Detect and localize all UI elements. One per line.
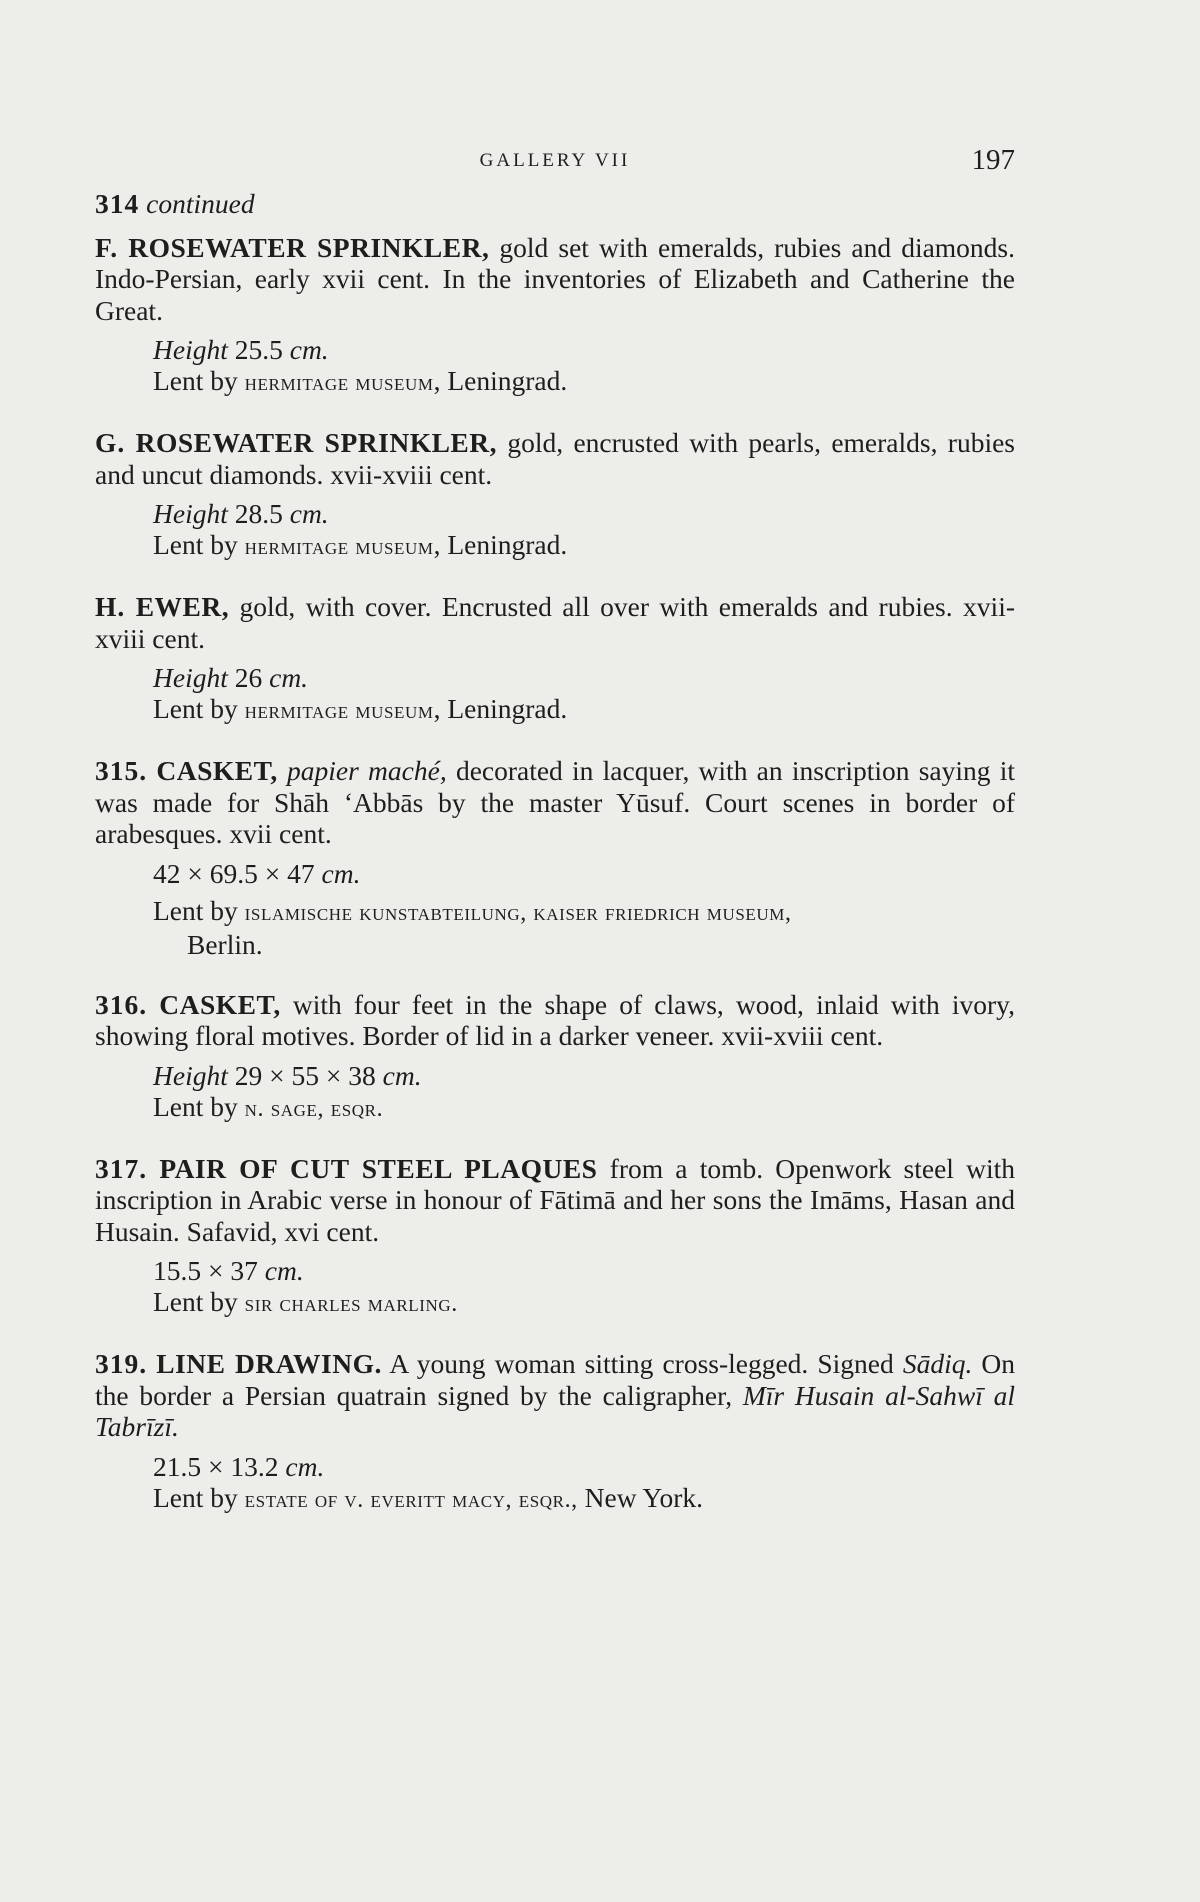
entry-title: ROSEWATER SPRINKLER, — [128, 231, 490, 263]
lent-prefix: Lent by — [153, 1286, 238, 1317]
entry-title: ROSEWATER SPRINKLER, — [135, 427, 497, 458]
lent-prefix: Lent by — [153, 894, 238, 926]
continued-label: continued — [146, 188, 255, 219]
entry-text — [95, 1348, 1015, 1443]
catalogue-entry — [95, 755, 1015, 961]
dimension-label: Height — [153, 1059, 228, 1091]
entry-title: CASKET, — [156, 755, 278, 786]
dimension-value: 42 × 69.5 × 47 — [153, 857, 315, 889]
lender-place: , Leningrad. — [433, 693, 568, 724]
lender-name: sir charles marling. — [244, 1291, 458, 1317]
dimension-value: 26 — [234, 662, 263, 693]
lender-name: hermitage museum — [244, 534, 434, 560]
lent-prefix: Lent by — [153, 1090, 238, 1122]
dimension-value: 25.5 — [234, 334, 283, 365]
continued-number: 314 — [95, 188, 140, 219]
entry-description: with four feet in the shape of claws, wood, inlaid with ivory, showing floral motives. Border of lid in a darker veneer. xvii-xviii cent. — [95, 988, 1016, 1051]
catalogue-entry — [95, 1348, 1015, 1516]
entry-id: H. — [95, 591, 126, 622]
entry-description: decorated in lacquer, with an inscription saying it was made for Shāh ‘Abbās by the master Yūsuf. Court scenes in border of arabesques. xvii cent. — [95, 755, 1016, 849]
dimension-label: Height — [153, 662, 228, 693]
entry-dimensions — [153, 1255, 1015, 1286]
entry-text — [95, 591, 1015, 654]
catalogue-text — [95, 188, 1015, 1544]
dimension-label: Height — [153, 498, 228, 529]
catalogue-entry — [95, 427, 1015, 563]
lender-place: , Leningrad. — [433, 529, 568, 560]
dimension-value: 21.5 × 13.2 — [153, 1450, 279, 1482]
entry-description: A young woman sitting cross-legged. Signed — [389, 1348, 894, 1379]
entry-description: gold, encrusted with pearls, emeralds, rubies and uncut diamonds. xvii-xviii cent. — [95, 427, 1016, 490]
entry-meta — [95, 1451, 1015, 1516]
entry-dimensions — [153, 858, 1015, 889]
entry-id: 315. — [95, 755, 148, 786]
dimension-unit: cm. — [264, 1255, 304, 1286]
entry-meta — [95, 1060, 1015, 1125]
lent-prefix: Lent by — [153, 1481, 238, 1513]
entry-lender — [153, 1482, 1015, 1516]
entry-title: PAIR OF CUT STEEL PLAQUES — [159, 1152, 598, 1184]
entry-meta — [95, 858, 1015, 889]
entry-meta — [95, 662, 1015, 727]
entry-lender — [153, 693, 1015, 727]
dimension-unit: cm. — [321, 857, 361, 889]
page-number: 197 — [971, 144, 1015, 176]
catalogue-entry — [95, 591, 1015, 727]
entry-description: On the border a Persian quatrain signed by the caligrapher, — [95, 1348, 1016, 1411]
entry-dimensions — [153, 662, 1015, 693]
entry-description: gold set with emeralds, rubies and diamonds. Indo-Persian, early xvii cent. In the inventories of Elizabeth and Catherine the Great. — [95, 231, 1016, 326]
lent-prefix: Lent by — [153, 529, 238, 560]
dimension-unit: cm. — [289, 334, 329, 365]
continued-heading — [95, 188, 1015, 220]
entry-text — [95, 989, 1015, 1052]
entry-text — [95, 427, 1015, 490]
entry-text — [95, 232, 1015, 327]
running-head — [95, 146, 1015, 176]
entry-dimensions — [153, 1060, 1015, 1091]
entry-dimensions — [153, 498, 1015, 529]
dimension-unit: cm. — [269, 662, 309, 693]
lender-name: islamische kunstabteilung, kaiser friedrich museum, — [244, 899, 792, 926]
lent-prefix: Lent by — [153, 693, 238, 724]
lender-name: estate of v. everitt macy, esqr., — [244, 1486, 578, 1513]
entry-title: EWER, — [135, 591, 230, 622]
entry-italic: papier maché, — [287, 755, 447, 786]
dimension-value: 29 × 55 × 38 — [234, 1059, 376, 1091]
entry-title: LINE DRAWING. — [156, 1348, 382, 1379]
entry-meta — [95, 334, 1015, 399]
entry-lender — [153, 365, 1015, 399]
lender-name: n. sage, esqr. — [244, 1095, 384, 1122]
entry-lender — [95, 895, 1015, 930]
dimension-label: Height — [153, 334, 228, 365]
lent-prefix: Lent by — [153, 365, 238, 396]
entry-lender — [153, 529, 1015, 563]
lender-place: Berlin. — [187, 929, 263, 960]
entry-id: 317. — [95, 1152, 148, 1184]
entry-description: from a tomb. Openwork steel with inscription in Arabic verse in honour of Fātimā and her sons the Imāms, Hasan and Husain. Safavid, xvi cent. — [95, 1152, 1016, 1247]
lender-place: , Leningrad. — [433, 365, 568, 396]
entry-title: CASKET, — [159, 988, 281, 1020]
lender-place: New York. — [577, 1481, 704, 1513]
entry-lender — [153, 1286, 1015, 1320]
lender-name: hermitage museum — [244, 698, 434, 724]
catalogue-entry — [95, 989, 1015, 1125]
dimension-unit: cm. — [382, 1059, 422, 1091]
entry-meta — [95, 498, 1015, 563]
entry-id: G. — [95, 427, 126, 458]
entry-dimensions — [153, 1451, 1015, 1482]
entry-description: gold, with cover. Encrusted all over with emeralds and rubies. xvii-xviii cent. — [95, 591, 1015, 654]
entry-italic: Sādiq. — [902, 1348, 973, 1379]
entry-lender — [153, 1091, 1015, 1125]
catalogue-entry — [95, 1153, 1015, 1321]
entry-text — [95, 755, 1015, 850]
dimension-value: 15.5 × 37 — [153, 1255, 258, 1286]
dimension-value: 28.5 — [234, 498, 283, 529]
catalogue-entry — [95, 232, 1015, 400]
entry-id: F. — [95, 231, 119, 263]
running-title: GALLERY VII — [479, 150, 631, 171]
entry-meta — [95, 1255, 1015, 1320]
entry-italic: Mīr Husain al-Sahwī al Tabrīzī. — [95, 1379, 1016, 1442]
entry-id: 316. — [95, 988, 148, 1020]
entry-dimensions — [153, 334, 1015, 365]
entry-text — [95, 1153, 1015, 1248]
lender-name: hermitage museum — [244, 370, 434, 396]
dimension-unit: cm. — [285, 1450, 325, 1482]
entry-id: 319. — [95, 1348, 148, 1379]
dimension-unit: cm. — [289, 498, 329, 529]
